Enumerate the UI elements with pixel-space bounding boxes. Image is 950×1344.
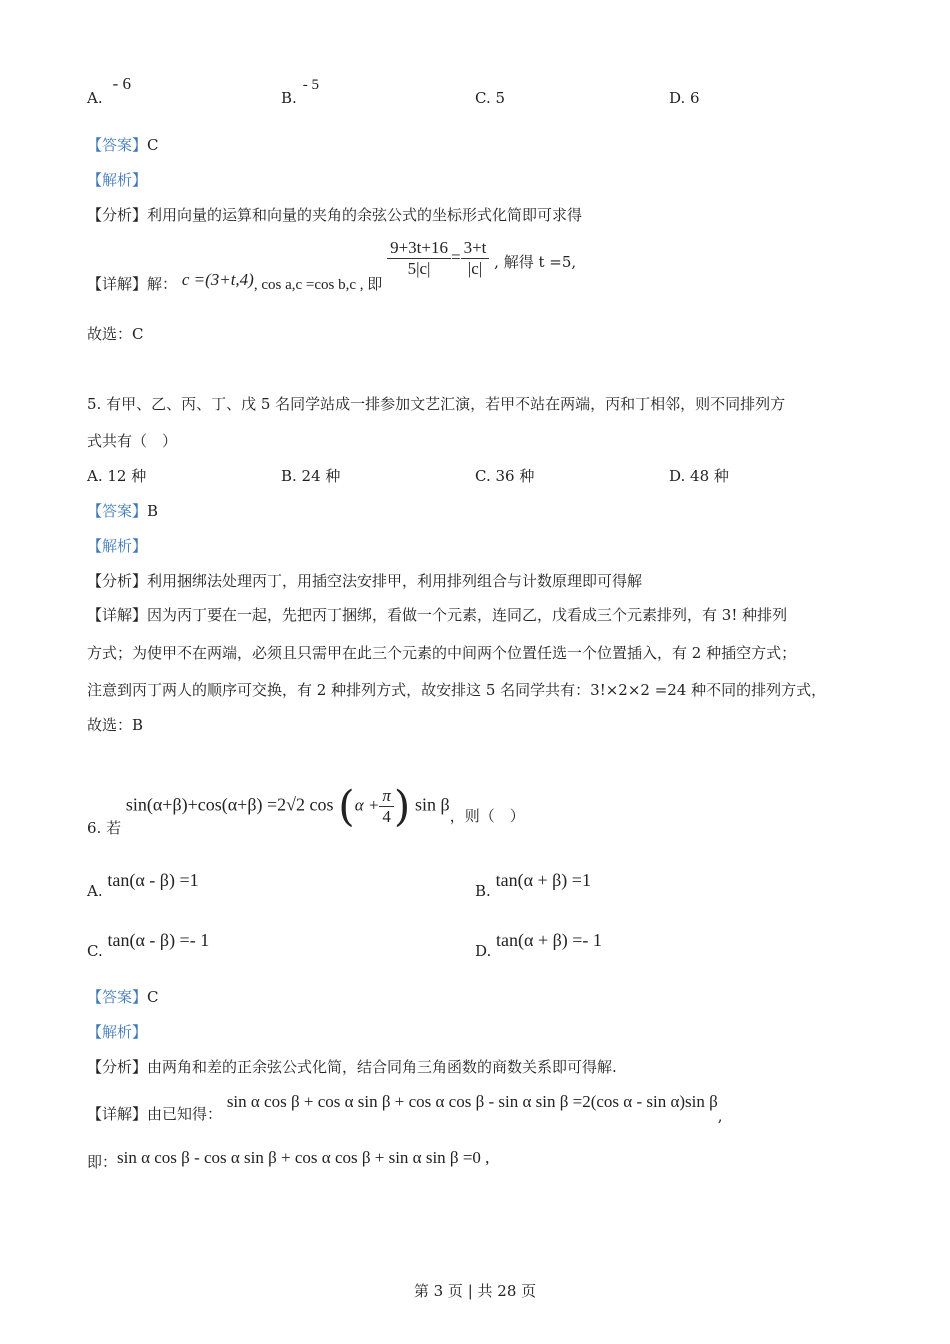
q5-xiangjie-3: 注意到丙丁两人的顺序可交换，有 2 种排列方式，故安排这 5 名同学共有：3!×2×2 =24 种不同的排列方式， — [87, 681, 827, 699]
q5-xiangjie-2: 方式；为使甲不在两端，必须且只需甲在此三个元素的中间两个位置任选一个位置插入，有 2 种插空方式； — [87, 644, 797, 662]
fraction: $\frac{9+3t+16}{5|c|}$ — [387, 238, 451, 279]
q6-option-d: D. tan(α + β) =- 1 — [475, 930, 602, 960]
q4-xiangjie: 【详解】解： c =(3+t,4), cos a,c =cos b,c , 即 $\frac{9+3t+16}{5|c|}$ = $\frac{3+t}{|c|}$ , 解得 t =5, — [87, 238, 577, 293]
q4-option-a: A.- 6 — [87, 74, 132, 107]
page-footer: 第 3 页 | 共 28 页 — [413, 1282, 537, 1300]
q4-jiexi: 【解析】 — [87, 171, 148, 189]
q6-xiangjie: 【详解】由已知得： sin α cos β + cos α sin β + cos α cos β - sin α sin β =2(cos α - sin α)sin β, — [87, 1092, 723, 1125]
q6-option-b: B. tan(α + β) =1 — [475, 870, 591, 900]
q6-option-a: A. tan(α - β) =1 — [87, 870, 199, 900]
q5-stem-2: 式共有（ ） — [87, 432, 178, 450]
q4-guxuan: 故选：C — [87, 325, 144, 343]
q4-answer: 【答案】C — [87, 136, 159, 154]
q6-ji: 即：sin α cos β - cos α sin β + cos α cos β + sin α sin β =0 , — [87, 1148, 490, 1171]
q5-option-c: C. 36 种 — [475, 467, 535, 485]
q5-option-d: D. 48 种 — [669, 467, 729, 485]
q5-xiangjie-1: 【详解】因为丙丁要在一起，先把丙丁捆绑，看做一个元素，连同乙，戊看成三个元素排列，有 3! 种排列 — [87, 606, 788, 624]
fraction: $\frac{\pi}{4}$ — [379, 786, 394, 827]
q6-fenxi: 【分析】由两角和差的正余弦公式化简，结合同角三角函数的商数关系即可得解. — [87, 1058, 617, 1076]
fraction: $\frac{3+t}{|c|}$ — [461, 238, 490, 279]
q6-answer: 【答案】C — [87, 988, 159, 1006]
q5-guxuan: 故选：B — [87, 716, 144, 734]
q4-option-b: B.- 5 — [281, 77, 320, 107]
q4-fenxi: 【分析】利用向量的运算和向量的夹角的余弦公式的坐标形式化简即可求得 — [87, 206, 583, 224]
q5-option-b: B. 24 种 — [281, 467, 341, 485]
q4-option-d: D. 6 — [669, 89, 700, 107]
q5-answer: 【答案】B — [87, 502, 159, 520]
q4-option-c: C. 5 — [475, 89, 506, 107]
q5-jiexi: 【解析】 — [87, 537, 148, 555]
q5-stem-1: 5. 有甲、乙、丙、丁、戊 5 名同学站成一排参加文艺汇演，若甲不站在两端，丙和丁相邻，则不同排列方 — [87, 395, 786, 413]
q5-fenxi: 【分析】利用捆绑法处理丙丁，用插空法安排甲，利用排列组合与计数原理即可得解 — [87, 572, 643, 590]
q6-stem: 6. 若 sin(α+β)+cos(α+β) =2√2 cos (α + $\frac{\pi}{4}$ ) sin β，则（ ） — [87, 781, 525, 837]
q6-option-c: C. tan(α - β) =- 1 — [87, 930, 210, 960]
q5-option-a: A. 12 种 — [87, 467, 147, 485]
q6-jiexi: 【解析】 — [87, 1023, 148, 1041]
